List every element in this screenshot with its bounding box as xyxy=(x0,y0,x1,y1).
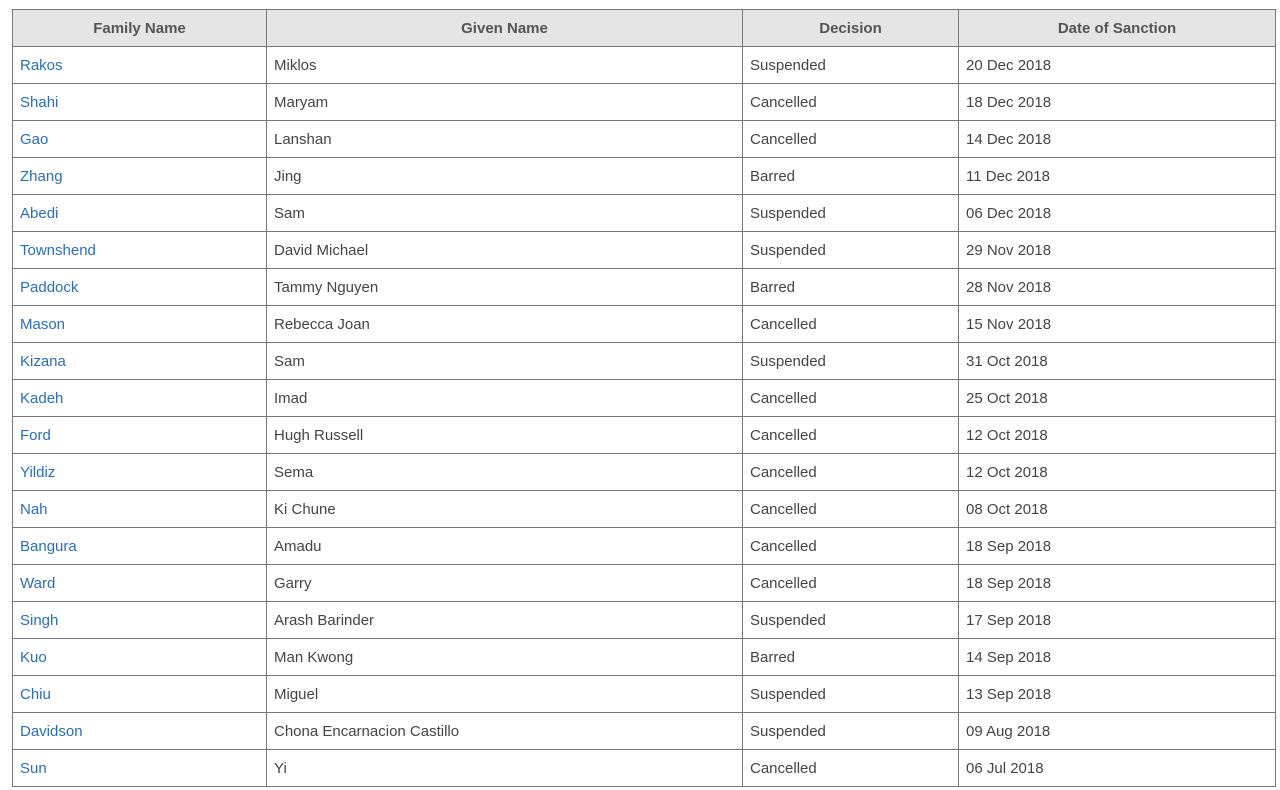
given-name-cell: Maryam xyxy=(267,84,743,121)
decision-cell: Cancelled xyxy=(743,84,959,121)
date-of-sanction-cell: 12 Oct 2018 xyxy=(959,454,1276,491)
given-name-cell: Garry xyxy=(267,565,743,602)
date-of-sanction-cell: 12 Oct 2018 xyxy=(959,417,1276,454)
decision-cell: Suspended xyxy=(743,713,959,750)
decision-cell: Cancelled xyxy=(743,565,959,602)
table-row xyxy=(13,565,1276,602)
header-decision: Decision xyxy=(743,10,959,47)
family-name-link[interactable]: Singh xyxy=(20,611,59,629)
given-name-cell: Imad xyxy=(267,380,743,417)
family-name-cell xyxy=(13,454,267,491)
table-row xyxy=(13,84,1276,121)
given-name-cell: Hugh Russell xyxy=(267,417,743,454)
table-row xyxy=(13,306,1276,343)
table-row xyxy=(13,380,1276,417)
family-name-cell xyxy=(13,565,267,602)
date-of-sanction-cell: 29 Nov 2018 xyxy=(959,232,1276,269)
decision-cell: Suspended xyxy=(743,676,959,713)
date-of-sanction-cell: 13 Sep 2018 xyxy=(959,676,1276,713)
date-of-sanction-cell: 11 Dec 2018 xyxy=(959,158,1276,195)
family-name-cell xyxy=(13,84,267,121)
header-row xyxy=(13,10,1276,47)
family-name-link[interactable]: Shahi xyxy=(20,93,59,111)
date-of-sanction-cell: 18 Dec 2018 xyxy=(959,84,1276,121)
decision-cell: Cancelled xyxy=(743,380,959,417)
family-name-link[interactable]: Chiu xyxy=(20,685,51,703)
decision-cell: Barred xyxy=(743,639,959,676)
sanctions-table-container xyxy=(12,9,1275,787)
date-of-sanction-cell: 09 Aug 2018 xyxy=(959,713,1276,750)
family-name-cell xyxy=(13,343,267,380)
date-of-sanction-cell: 08 Oct 2018 xyxy=(959,491,1276,528)
table-row xyxy=(13,713,1276,750)
decision-cell: Cancelled xyxy=(743,528,959,565)
table-header xyxy=(13,10,1276,47)
family-name-cell xyxy=(13,380,267,417)
family-name-cell xyxy=(13,750,267,787)
table-row xyxy=(13,491,1276,528)
table-row xyxy=(13,750,1276,787)
table-row xyxy=(13,158,1276,195)
decision-cell: Barred xyxy=(743,269,959,306)
decision-cell: Suspended xyxy=(743,47,959,84)
family-name-link[interactable]: Kadeh xyxy=(20,389,64,407)
family-name-link[interactable]: Gao xyxy=(20,130,49,148)
given-name-cell: Miguel xyxy=(267,676,743,713)
date-of-sanction-cell: 14 Sep 2018 xyxy=(959,639,1276,676)
decision-cell: Suspended xyxy=(743,602,959,639)
family-name-link[interactable]: Bangura xyxy=(20,537,77,555)
table-body xyxy=(13,47,1276,787)
table-row xyxy=(13,269,1276,306)
decision-cell: Cancelled xyxy=(743,417,959,454)
decision-cell: Cancelled xyxy=(743,750,959,787)
given-name-cell: Rebecca Joan xyxy=(267,306,743,343)
family-name-cell xyxy=(13,47,267,84)
decision-cell: Suspended xyxy=(743,232,959,269)
family-name-link[interactable]: Abedi xyxy=(20,204,59,222)
given-name-cell: Yi xyxy=(267,750,743,787)
family-name-link[interactable]: Zhang xyxy=(20,167,63,185)
header-family-name: Family Name xyxy=(13,10,267,47)
table-row xyxy=(13,47,1276,84)
date-of-sanction-cell: 06 Dec 2018 xyxy=(959,195,1276,232)
family-name-link[interactable]: Kuo xyxy=(20,648,47,666)
family-name-cell xyxy=(13,269,267,306)
family-name-link[interactable]: Nah xyxy=(20,500,48,518)
family-name-link[interactable]: Yildiz xyxy=(20,463,56,481)
family-name-cell xyxy=(13,676,267,713)
table-row xyxy=(13,528,1276,565)
family-name-cell xyxy=(13,491,267,528)
family-name-link[interactable]: Paddock xyxy=(20,278,79,296)
given-name-cell: Sam xyxy=(267,343,743,380)
decision-cell: Cancelled xyxy=(743,454,959,491)
date-of-sanction-cell: 18 Sep 2018 xyxy=(959,528,1276,565)
date-of-sanction-cell: 28 Nov 2018 xyxy=(959,269,1276,306)
table-row xyxy=(13,121,1276,158)
family-name-cell xyxy=(13,528,267,565)
given-name-cell: Miklos xyxy=(267,47,743,84)
given-name-cell: Ki Chune xyxy=(267,491,743,528)
decision-cell: Suspended xyxy=(743,343,959,380)
header-date-of-sanction: Date of Sanction xyxy=(959,10,1276,47)
decision-cell: Barred xyxy=(743,158,959,195)
table-row xyxy=(13,454,1276,491)
given-name-cell: Chona Encarnacion Castillo xyxy=(267,713,743,750)
family-name-link[interactable]: Mason xyxy=(20,315,66,333)
family-name-cell xyxy=(13,306,267,343)
family-name-link[interactable]: Ward xyxy=(20,574,56,592)
table-row xyxy=(13,602,1276,639)
given-name-cell: Sam xyxy=(267,195,743,232)
date-of-sanction-cell: 14 Dec 2018 xyxy=(959,121,1276,158)
family-name-cell xyxy=(13,121,267,158)
given-name-cell: Man Kwong xyxy=(267,639,743,676)
given-name-cell: Sema xyxy=(267,454,743,491)
decision-cell: Cancelled xyxy=(743,121,959,158)
family-name-link[interactable]: Rakos xyxy=(20,56,63,74)
table-row xyxy=(13,343,1276,380)
family-name-cell xyxy=(13,639,267,676)
decision-cell: Cancelled xyxy=(743,491,959,528)
family-name-link[interactable]: Townshend xyxy=(20,241,96,259)
table-row xyxy=(13,639,1276,676)
decision-cell: Suspended xyxy=(743,195,959,232)
date-of-sanction-cell: 18 Sep 2018 xyxy=(959,565,1276,602)
sanctions-table xyxy=(12,9,1276,787)
table-row xyxy=(13,417,1276,454)
family-name-cell xyxy=(13,158,267,195)
family-name-cell xyxy=(13,713,267,750)
date-of-sanction-cell: 31 Oct 2018 xyxy=(959,343,1276,380)
family-name-cell xyxy=(13,195,267,232)
date-of-sanction-cell: 17 Sep 2018 xyxy=(959,602,1276,639)
family-name-cell xyxy=(13,602,267,639)
table-row xyxy=(13,232,1276,269)
family-name-link[interactable]: Sun xyxy=(20,759,47,777)
date-of-sanction-cell: 15 Nov 2018 xyxy=(959,306,1276,343)
date-of-sanction-cell: 25 Oct 2018 xyxy=(959,380,1276,417)
decision-cell: Cancelled xyxy=(743,306,959,343)
family-name-link[interactable]: Ford xyxy=(20,426,51,444)
table-row xyxy=(13,676,1276,713)
header-given-name: Given Name xyxy=(267,10,743,47)
date-of-sanction-cell: 06 Jul 2018 xyxy=(959,750,1276,787)
given-name-cell: Amadu xyxy=(267,528,743,565)
given-name-cell: David Michael xyxy=(267,232,743,269)
given-name-cell: Tammy Nguyen xyxy=(267,269,743,306)
given-name-cell: Lanshan xyxy=(267,121,743,158)
given-name-cell: Jing xyxy=(267,158,743,195)
date-of-sanction-cell: 20 Dec 2018 xyxy=(959,47,1276,84)
family-name-cell xyxy=(13,232,267,269)
family-name-link[interactable]: Kizana xyxy=(20,352,66,370)
table-row xyxy=(13,195,1276,232)
family-name-cell xyxy=(13,417,267,454)
given-name-cell: Arash Barinder xyxy=(267,602,743,639)
family-name-link[interactable]: Davidson xyxy=(20,722,83,740)
